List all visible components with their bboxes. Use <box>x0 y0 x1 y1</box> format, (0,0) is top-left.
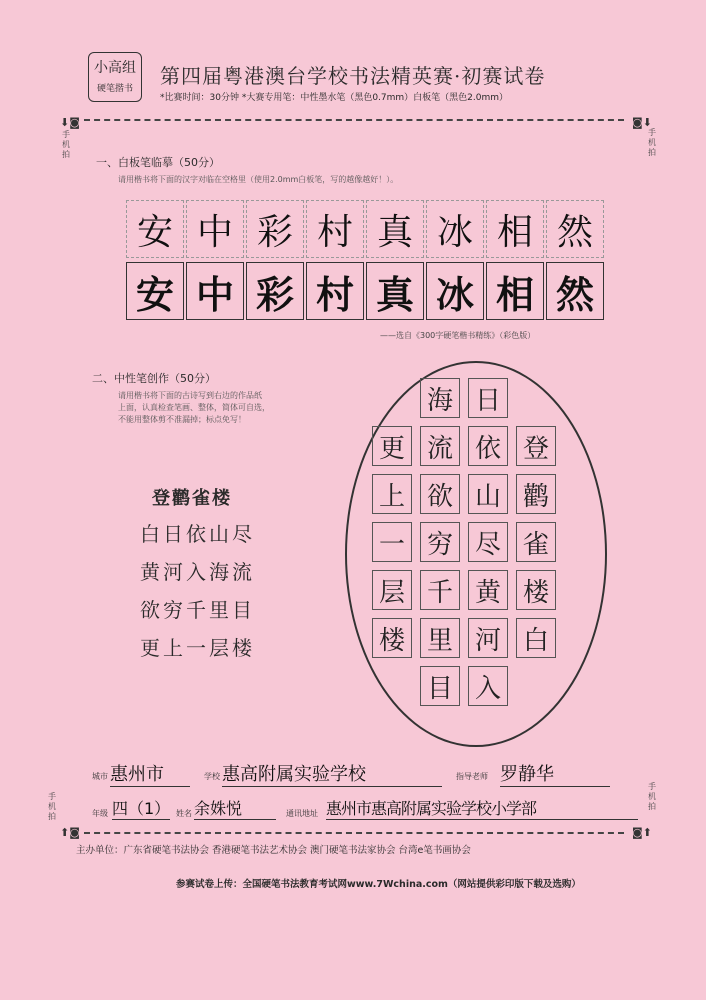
poem-line: 更上一层楼 <box>140 636 255 660</box>
model-char: 彩 <box>246 200 304 258</box>
poem-line: 欲穷千里目 <box>140 598 255 622</box>
written-char: 相 <box>486 262 544 320</box>
teacher-value: 罗静华 <box>500 760 610 787</box>
artwork-char: 海 <box>420 378 460 418</box>
artwork-char: 穷 <box>420 522 460 562</box>
model-char: 真 <box>366 200 424 258</box>
artwork-char: 目 <box>420 666 460 706</box>
grade-value: 四（1） <box>112 796 170 820</box>
camera-icon: ◙⬇ <box>632 116 652 129</box>
artwork-char: 尽 <box>468 522 508 562</box>
organizers-line: 主办单位：广东省硬笔书法协会 香港硬笔书法艺术协会 澳门硬笔书法家协会 台湾e笔书画协会 <box>76 845 471 856</box>
model-char: 相 <box>486 200 544 258</box>
artwork-char: 日 <box>468 378 508 418</box>
section2-heading: 二、中性笔创作（50分） <box>92 372 216 385</box>
grade-label: 年级 <box>92 809 108 818</box>
artwork-char: 千 <box>420 570 460 610</box>
written-char: 真 <box>366 262 424 320</box>
artwork-char: 层 <box>372 570 412 610</box>
page-subtitle: *比赛时间：30分钟 *大赛专用笔：中性墨水笔（黑色0.7mm）白板笔（黑色2.0mm） <box>160 93 509 103</box>
poem-line: 白日依山尽 <box>140 522 255 546</box>
poem-line: 黄河入海流 <box>140 560 255 584</box>
side-mark-right-bottom: 手机拍 <box>648 782 656 811</box>
camera-icon: ◙⬆ <box>632 826 652 839</box>
artwork-char: 登 <box>516 426 556 466</box>
upload-line: 参赛试卷上传：全国硬笔书法教育考试网www.7Wchina.com（网站提供彩印版下载及选购） <box>176 879 581 890</box>
artwork-grid <box>372 378 582 718</box>
section2-instruction-2: 上面，认真检查笔画、整体，简体可自选， <box>118 403 270 412</box>
artwork-char: 楼 <box>372 618 412 658</box>
model-char: 然 <box>546 200 604 258</box>
city-value: 惠州市 <box>110 760 190 787</box>
section1-instruction: 请用楷书将下面的汉字对临在空格里（使用2.0mm白板笔，写的越像越好！）。 <box>118 175 399 184</box>
source-note: ——选自《300字硬笔楷书精练》（彩色版） <box>380 331 536 340</box>
written-char: 冰 <box>426 262 484 320</box>
written-char-row <box>126 262 606 320</box>
artwork-char: 一 <box>372 522 412 562</box>
written-char: 安 <box>126 262 184 320</box>
model-char: 冰 <box>426 200 484 258</box>
artwork-char: 更 <box>372 426 412 466</box>
group-sub-label: 硬笔揩书 <box>96 84 133 94</box>
section2-instruction-3: 不能用整体剪不准漏掉；标点免写！ <box>118 415 246 424</box>
model-char: 村 <box>306 200 364 258</box>
name-label: 姓名 <box>176 809 192 818</box>
written-char: 中 <box>186 262 244 320</box>
artwork-char: 黄 <box>468 570 508 610</box>
artwork-char: 依 <box>468 426 508 466</box>
school-label: 学校 <box>204 772 220 781</box>
teacher-label: 指导老师 <box>456 772 488 781</box>
address-value: 惠州市惠高附属实验学校小学部 <box>326 796 638 820</box>
school-value: 惠高附属实验学校 <box>222 760 442 787</box>
section1-heading: 一、白板笔临摹（50分） <box>96 156 220 169</box>
artwork-char: 欲 <box>420 474 460 514</box>
written-char: 村 <box>306 262 364 320</box>
written-char: 然 <box>546 262 604 320</box>
group-badge <box>88 52 142 102</box>
artwork-char: 白 <box>516 618 556 658</box>
divider-top <box>84 119 624 121</box>
side-mark-right-top: 手机拍 <box>648 128 656 157</box>
name-value: 余姝悦 <box>194 796 276 820</box>
side-mark-left-top: 手机拍 <box>62 130 70 159</box>
address-label: 通讯地址 <box>286 809 318 818</box>
group-label: 小高组 <box>94 60 136 76</box>
artwork-char: 鹳 <box>516 474 556 514</box>
artwork-char: 入 <box>468 666 508 706</box>
section2-instruction-1: 请用楷书将下面的古诗写到右边的作品纸 <box>118 391 262 400</box>
page-title: 第四届粤港澳台学校书法精英赛·初赛试卷 <box>160 64 546 88</box>
artwork-char: 河 <box>468 618 508 658</box>
model-char-row <box>126 200 606 258</box>
poem-title: 登鹳雀楼 <box>152 488 232 509</box>
artwork-char: 楼 <box>516 570 556 610</box>
artwork-char: 上 <box>372 474 412 514</box>
model-char: 中 <box>186 200 244 258</box>
camera-icon: ⬆◙ <box>60 826 80 839</box>
divider-bottom <box>84 832 624 834</box>
camera-icon: ⬇◙ <box>60 116 80 129</box>
artwork-char: 山 <box>468 474 508 514</box>
artwork-char: 里 <box>420 618 460 658</box>
artwork-char: 流 <box>420 426 460 466</box>
city-label: 城市 <box>92 772 108 781</box>
model-char: 安 <box>126 200 184 258</box>
artwork-char: 雀 <box>516 522 556 562</box>
written-char: 彩 <box>246 262 304 320</box>
side-mark-left-bottom: 手机拍 <box>48 792 56 821</box>
